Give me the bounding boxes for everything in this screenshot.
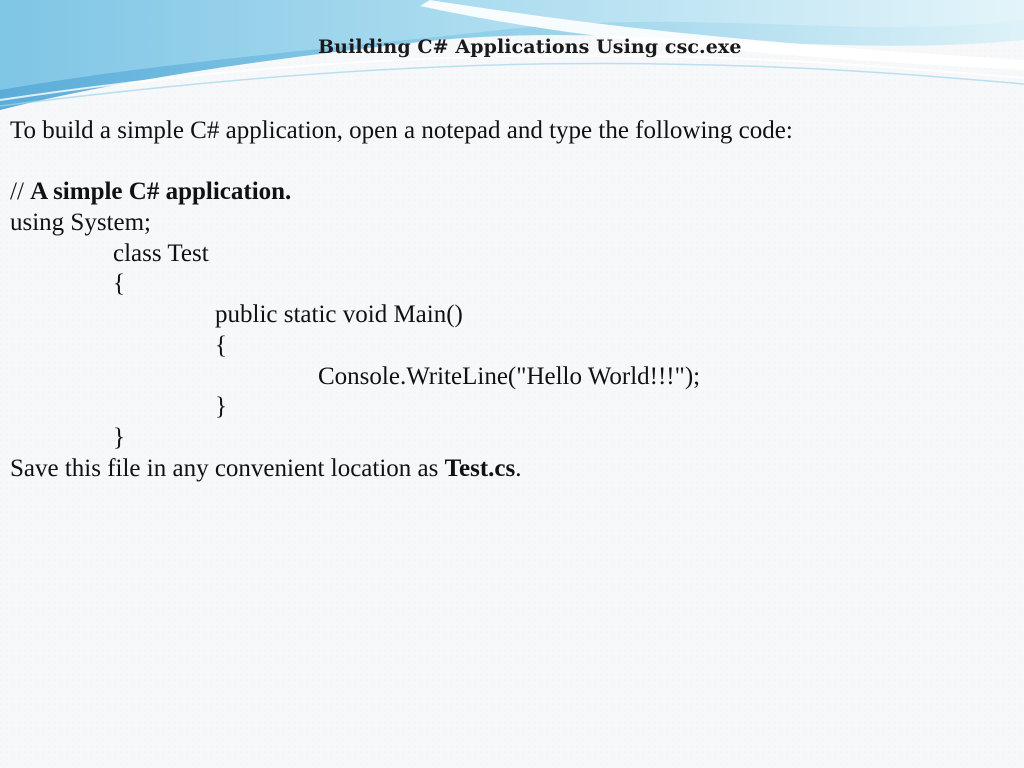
- code-line: }: [215, 393, 227, 421]
- code-line: using System;: [10, 209, 151, 237]
- code-line: class Test: [113, 239, 209, 267]
- slide-body: [10, 116, 1010, 484]
- save-filename: Test.cs: [444, 454, 516, 482]
- code-comment-line: [10, 177, 1010, 208]
- save-instruction: [10, 454, 1010, 485]
- slide-title: Building C# Applications Using csc.exe: [318, 36, 742, 58]
- save-suffix: .: [515, 454, 522, 482]
- header-wave-decoration: [0, 0, 1024, 120]
- save-prefix: Save this file in any convenient location as: [10, 454, 445, 482]
- code-line: }: [113, 423, 125, 451]
- intro-text: To build a simple C# application, open a notepad and type the following code:: [10, 117, 793, 144]
- code-line: {: [215, 331, 227, 359]
- code-comment-prefix: //: [10, 178, 31, 206]
- code-comment-bold: A simple C# application.: [30, 178, 292, 206]
- code-line: Console.WriteLine("Hello World!!!");: [318, 362, 701, 390]
- code-line: public static void Main(): [215, 301, 463, 329]
- code-line: {: [113, 270, 125, 298]
